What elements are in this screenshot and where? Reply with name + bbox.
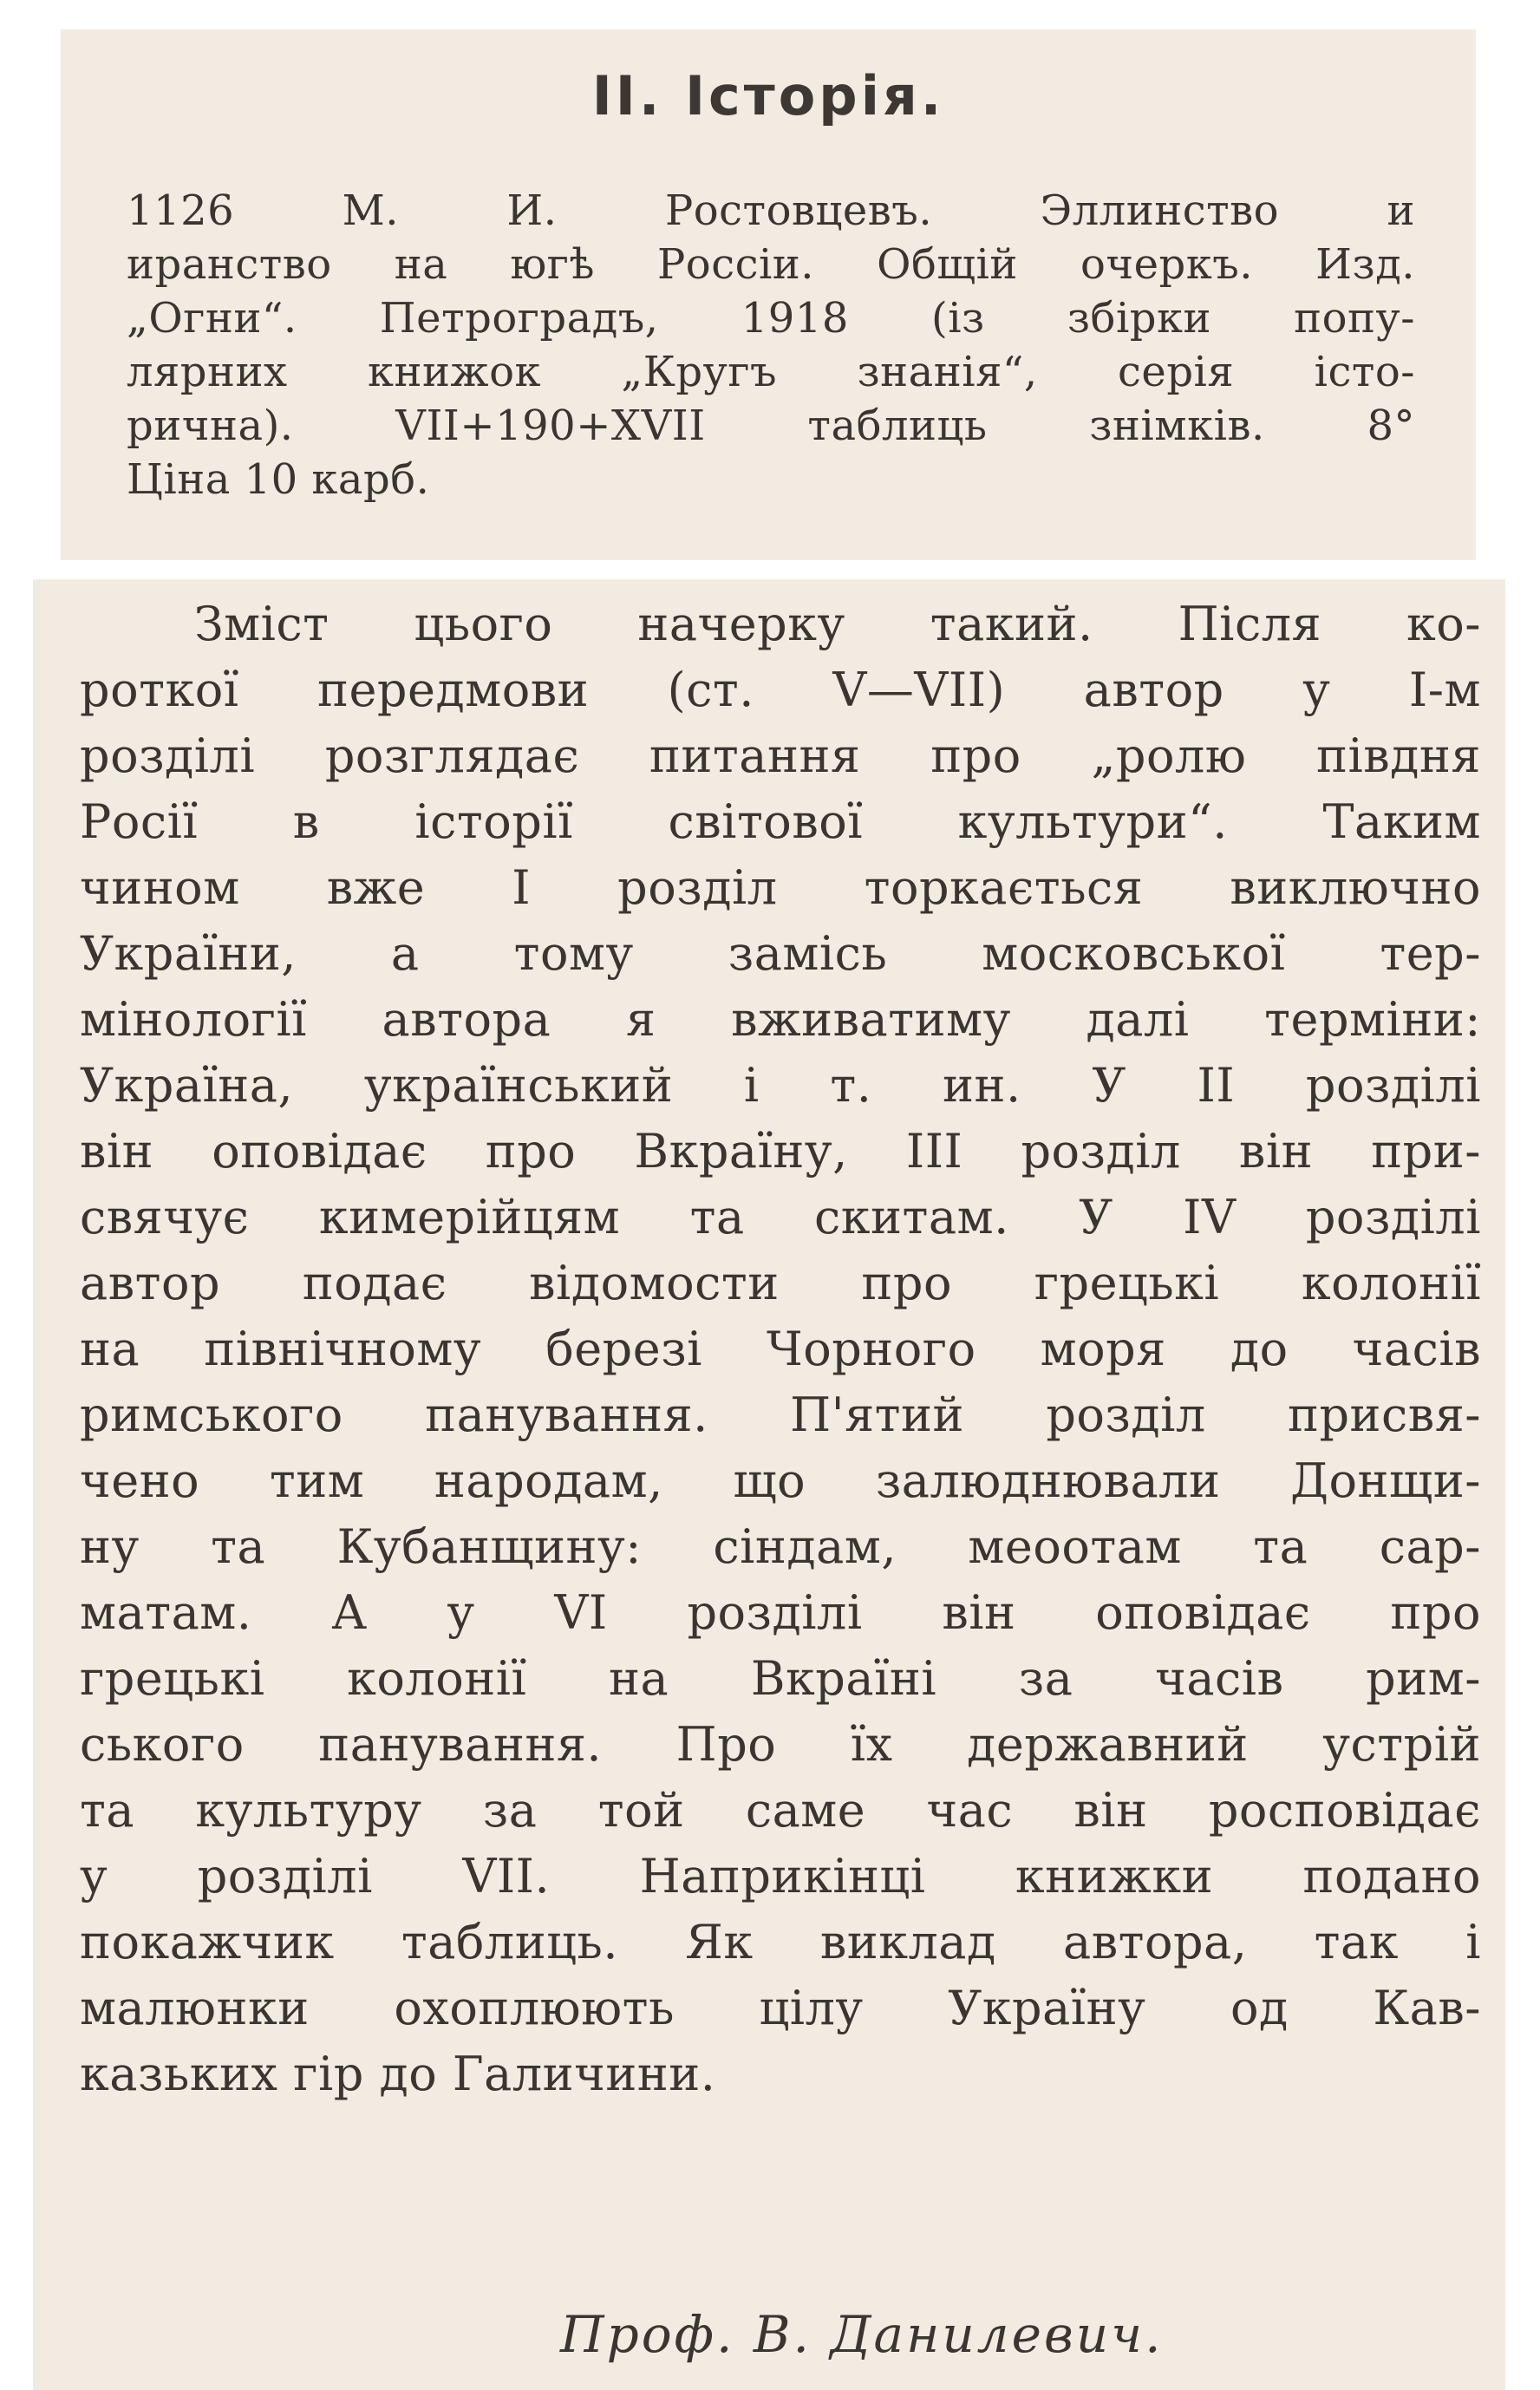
review-line: римського панування. П'ятий розділ присвя-: [80, 1388, 1481, 1442]
review-line: він оповідає про Вкраїну, III розділ він при-: [80, 1124, 1481, 1179]
entry-line: лярних книжок „Кругъ знанія“, серія істо-: [127, 348, 1415, 396]
entry-line: рична). VII+190+XVII таблиць знімків. 8°: [127, 402, 1415, 450]
review-line: України, а тому замісь московської тер-: [80, 926, 1481, 981]
review-line: грецькі колонії на Вкраїні за часів рим-: [80, 1651, 1481, 1706]
review-line: ського панування. Про їх державний устрій: [80, 1717, 1481, 1772]
entry-line: Ціна 10 карб.: [127, 455, 430, 504]
review-line: Росії в історії світової культури“. Таким: [80, 794, 1481, 849]
entry-line: 1126 М. И. Ростовцевъ. Эллинство и: [127, 186, 1415, 235]
review-line: чином вже I розділ торкається виключно: [80, 860, 1481, 915]
review-line: розділі розглядає питання про „ролю півдня: [80, 728, 1481, 783]
review-line: на північному березі Чорного моря до часів: [80, 1322, 1481, 1376]
review-line: Зміст цього начерку такий. Після ко-: [194, 597, 1481, 651]
bibliographic-entry-clipping: [61, 29, 1476, 560]
review-clipping: [33, 579, 1505, 2390]
review-line: роткої передмови (ст. V—VII) автор у I-м: [80, 663, 1481, 717]
review-line: казьких гір до Галичини.: [80, 2047, 716, 2101]
review-line: матам. А у VI розділі він оповідає про: [80, 1585, 1481, 1640]
signature: Проф. В. Данилевич.: [560, 2305, 1164, 2364]
review-line: у розділі VII. Наприкінці книжки подано: [80, 1849, 1481, 1904]
entry-line: иранство на югѣ Россіи. Общій очеркъ. Изд.: [127, 240, 1415, 289]
review-line: ну та Кубанщину: сіндам, меоотам та сар-: [80, 1519, 1481, 1574]
review-line: та культуру за той саме час він росповідає: [80, 1783, 1481, 1838]
entry-line: „Огни“. Петроградъ, 1918 (із збірки попу-: [127, 294, 1415, 343]
review-line: Україна, український і т. ин. У II розділі: [80, 1058, 1481, 1113]
review-line: автор подає відомости про грецькі колонії: [80, 1256, 1481, 1310]
section-heading: II. Історія.: [591, 64, 945, 127]
review-line: свячує кимерійцям та скитам. У IV розділі: [80, 1190, 1481, 1244]
review-line: мінології автора я вживатиму далі терміни:: [80, 992, 1481, 1047]
review-line: чено тим народам, що залюднювали Донщи-: [80, 1453, 1481, 1508]
review-line: малюнки охоплюють цілу Україну од Кав-: [80, 1981, 1481, 2035]
review-line: покажчик таблиць. Як виклад автора, так і: [80, 1915, 1481, 1969]
